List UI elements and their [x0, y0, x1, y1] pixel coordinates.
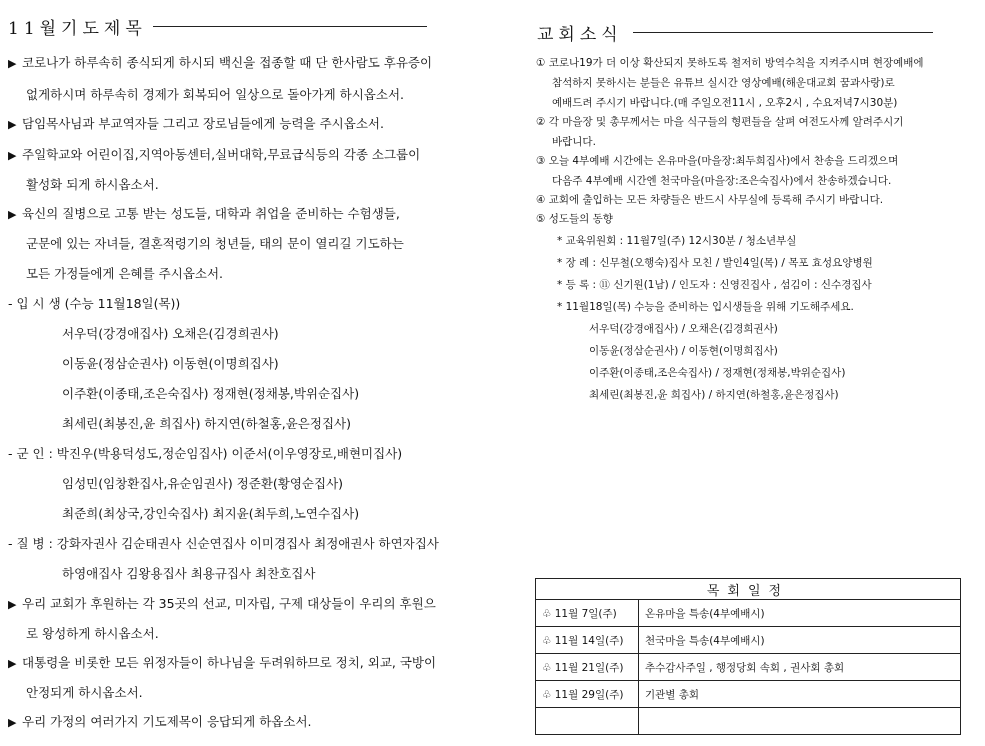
prayer-line: 모든 가정들에게 은혜를 주시옵소서.	[26, 266, 224, 281]
prayer-line: 이동윤(정삼순권사) 이동현(이명희집사)	[62, 356, 279, 371]
prayer-title: 11월기도제목	[8, 19, 147, 39]
heading-rule	[633, 32, 933, 33]
schedule-event: 기관별 총회	[639, 681, 961, 708]
schedule-date: ♧ 11월 29일(주)	[536, 681, 639, 708]
news-line: ① 코로나19가 더 이상 확산되지 못하도록 철저히 방역수칙을 지켜주시며 현장예배에	[536, 57, 924, 69]
prayer-line: ▶ 대통령을 비롯한 모든 위정자들이 하나님을 두려워하므로 정치, 외교, 국방이	[8, 655, 437, 670]
news-line: 다음주 4부예배 시간엔 천국마을(마을장:조은숙집사)에서 찬송하겠습니다.	[552, 175, 892, 187]
table-row	[536, 600, 961, 627]
prayer-line: 안정되게 하시옵소서.	[26, 685, 143, 700]
prayer-line: 서우덕(강경애집사) 오채은(김경희권사)	[62, 326, 279, 341]
schedule-date: ♧ 11월 14일(주)	[536, 627, 639, 654]
prayer-line: 로 왕성하게 하시옵소서.	[26, 626, 159, 641]
table-row	[536, 654, 961, 681]
news-line: * 11월18일(목) 수능을 준비하는 입시생들을 위해 기도해주세요.	[557, 301, 854, 313]
news-line: * 등 록 : ⑪ 신기원(1남) / 인도자 : 신영진집사 , 섬김이 : 신수경집사	[557, 279, 872, 291]
prayer-line: ▶ 코로나가 하루속히 종식되게 하시되 백신을 접종할 때 단 한사람도 후유증이	[8, 55, 433, 70]
prayer-line: 활성화 되게 하시옵소서.	[26, 177, 159, 192]
schedule-header-row	[536, 579, 961, 600]
news-title: 교회소식	[537, 25, 623, 45]
schedule-date	[536, 708, 639, 735]
prayer-line: 이주환(이종태,조은숙집사) 정재현(정채봉,박위순집사)	[62, 386, 360, 401]
table-row	[536, 681, 961, 708]
news-line: 이동윤(정삼순권사) / 이동현(이명희집사)	[589, 345, 778, 357]
schedule-event: 천국마을 특송(4부예배시)	[639, 627, 961, 654]
prayer-line: ▶ 우리 가정의 여러가지 기도제목이 응답되게 하옵소서.	[8, 714, 312, 729]
schedule-date: ♧ 11월 21일(주)	[536, 654, 639, 681]
prayer-line: 하영애집사 김왕용집사 최용규집사 최찬호집사	[62, 566, 316, 581]
prayer-line: - 입 시 생 (수능 11월18일(목))	[8, 296, 181, 311]
news-line: 바랍니다.	[552, 136, 596, 148]
prayer-heading	[8, 14, 427, 39]
prayer-line: 군문에 있는 자녀들, 결혼적령기의 청년들, 태의 문이 열리길 기도하는	[26, 236, 404, 251]
schedule-event: 온유마을 특송(4부예배시)	[639, 600, 961, 627]
news-line: 예배드려 주시기 바랍니다.(매 주일오전11시 , 오후2시 , 수요저녁7시30분)	[552, 97, 898, 109]
prayer-line: - 질 병 : 강화자권사 김순태권사 신순연집사 이미경집사 최정애권사 하연자집사	[8, 536, 439, 551]
news-line: * 교육위원회 : 11월7일(주) 12시30분 / 청소년부실	[557, 235, 797, 247]
table-row	[536, 708, 961, 735]
news-heading	[537, 20, 933, 45]
prayer-line: 최세린(최봉진,윤 희집사) 하지연(하철홍,윤은정집사)	[62, 416, 351, 431]
prayer-line: - 군 인 : 박진우(박용덕성도,정순임집사) 이준서(이우영장로,배현미집사)	[8, 446, 403, 461]
news-line: ② 각 마을장 및 총무께서는 마을 식구들의 형편들을 살펴 여전도사께 알려주시기	[536, 116, 904, 128]
prayer-line: 없게하시며 하루속히 경제가 회복되어 일상으로 돌아가게 하시옵소서.	[26, 87, 404, 102]
news-line: * 장 례 : 신무철(오행숙)집사 모친 / 발인4일(목) / 목포 효성요양병원	[557, 257, 873, 269]
news-line: 참석하지 못하시는 분들은 유튜브 실시간 영상예배(해운대교회 꿈과사랑)로	[552, 77, 895, 89]
news-line: ③ 오늘 4부예배 시간에는 온유마을(마을장:최두희집사)에서 찬송을 드리겠으며	[536, 155, 899, 167]
news-line: ⑤ 성도들의 동향	[536, 213, 613, 225]
prayer-line: 최준희(최상국,강인숙집사) 최지윤(최두희,노연수집사)	[62, 506, 360, 521]
schedule-title: 목회일정	[536, 579, 961, 600]
heading-rule	[153, 26, 427, 27]
prayer-line: ▶ 주일학교와 어린이집,지역아동센터,실버대학,무료급식등의 각종 소그룹이	[8, 147, 421, 162]
prayer-line: 임성민(임창환집사,유순임권사) 정준환(황영순집사)	[62, 476, 344, 491]
schedule-date: ♧ 11월 7일(주)	[536, 600, 639, 627]
news-line: ④ 교회에 출입하는 모든 차량들은 반드시 사무실에 등록해 주시기 바랍니다.	[536, 194, 884, 206]
prayer-line: ▶ 우리 교회가 후원하는 각 35곳의 선교, 미자립, 구제 대상들이 우리의 후원으	[8, 596, 436, 611]
prayer-line: ▶ 담임목사님과 부교역자들 그리고 장로님들에게 능력을 주시옵소서.	[8, 116, 384, 131]
schedule-event	[639, 708, 961, 735]
table-row	[536, 627, 961, 654]
schedule-event: 추수감사주일 , 행정당회 속회 , 권사회 총회	[639, 654, 961, 681]
schedule-table	[535, 578, 961, 735]
news-line: 최세린(최봉진,윤 희집사) / 하지연(하철홍,윤은정집사)	[589, 389, 839, 401]
prayer-line: ▶ 육신의 질병으로 고통 받는 성도들, 대학과 취업을 준비하는 수험생들,	[8, 206, 400, 221]
news-line: 이주환(이종태,조은숙집사) / 정재현(정채봉,박위순집사)	[589, 367, 846, 379]
news-line: 서우덕(강경애집사) / 오채은(김경희권사)	[589, 323, 778, 335]
